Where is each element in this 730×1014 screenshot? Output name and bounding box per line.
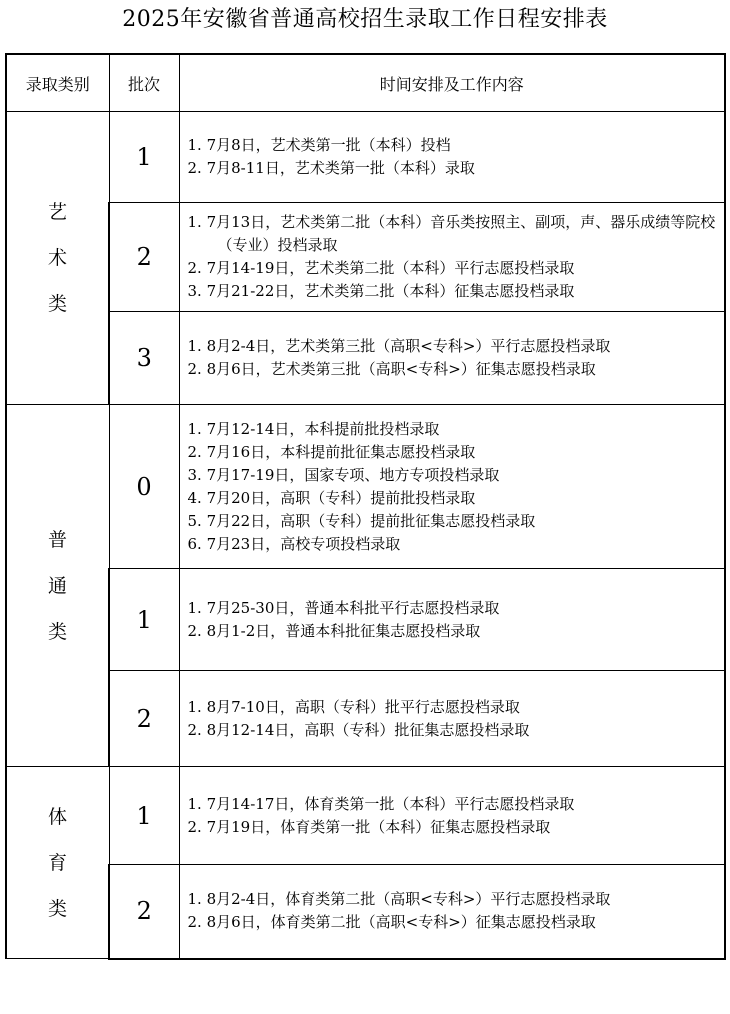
category-char: 术 [47, 247, 67, 269]
category-char: 普 [47, 528, 67, 551]
schedule-item: 2. 8月6日，体育类第二批（高职<专科>）征集志愿投档录取 [187, 913, 596, 932]
batch-number: 1 [109, 112, 179, 203]
schedule-item: 1. 8月7-10日，高职（专科）批平行志愿投档录取 [187, 697, 520, 716]
schedule-content [179, 671, 725, 767]
batch-number: 3 [109, 312, 179, 405]
schedule-content [179, 569, 725, 671]
schedule-item: 3. 7月21-22日，艺术类第二批（本科）征集志愿投档录取 [187, 282, 575, 300]
schedule-item: 2. 8月1-2日，普通本科批征集志愿投档录取 [187, 621, 481, 640]
category-char: 通 [47, 574, 67, 597]
schedule-item: 2. 7月14-19日，艺术类第二批（本科）平行志愿投档录取 [187, 259, 575, 277]
schedule-item: 1. 7月25-30日，普通本科批平行志愿投档录取 [187, 598, 500, 617]
table-row [6, 865, 725, 959]
schedule-item: 3. 7月17-19日，国家专项、地方专项投档录取 [187, 465, 500, 484]
schedule-content [179, 112, 725, 203]
schedule-item: 1. 7月13日，艺术类第二批（本科）音乐类按照主、副项，声、器乐成绩等院校（专业）投档录取 [187, 213, 716, 254]
schedule-item: 5. 7月22日，高职（专科）提前批征集志愿投档录取 [187, 511, 536, 530]
schedule-item: 6. 7月23日，高校专项投档录取 [187, 534, 401, 553]
schedule-table [5, 53, 726, 960]
schedule-item: 2. 7月19日，体育类第一批（本科）征集志愿投档录取 [187, 817, 551, 836]
category-cell-sports [6, 767, 109, 959]
table-row [6, 671, 725, 767]
table-row [6, 112, 725, 203]
table-row [6, 203, 725, 312]
category-char: 体 [47, 805, 67, 828]
category-cell-general [6, 405, 109, 767]
schedule-item: 2. 8月6日，艺术类第三批（高职<专科>）征集志愿投档录取 [187, 360, 596, 378]
batch-number: 2 [109, 671, 179, 767]
header-row [6, 54, 725, 112]
header-category: 录取类别 [6, 54, 109, 112]
schedule-item: 1. 8月2-4日，艺术类第三批（高职<专科>）平行志愿投档录取 [187, 337, 611, 355]
schedule-item: 1. 7月8日，艺术类第一批（本科）投档 [187, 136, 451, 154]
schedule-item: 4. 7月20日，高职（专科）提前批投档录取 [187, 488, 476, 507]
schedule-item: 1. 7月12-14日，本科提前批投档录取 [187, 419, 440, 438]
schedule-item: 2. 7月16日，本科提前批征集志愿投档录取 [187, 442, 476, 461]
batch-number: 1 [109, 767, 179, 865]
schedule-item: 1. 8月2-4日，体育类第二批（高职<专科>）平行志愿投档录取 [187, 890, 611, 909]
header-content: 时间安排及工作内容 [179, 54, 725, 112]
batch-number: 0 [109, 405, 179, 569]
category-char: 类 [47, 897, 67, 920]
category-char: 艺 [47, 201, 67, 223]
category-char: 类 [47, 620, 67, 643]
batch-number: 2 [109, 865, 179, 959]
batch-number: 1 [109, 569, 179, 671]
schedule-content [179, 203, 725, 312]
schedule-item: 1. 7月14-17日，体育类第一批（本科）平行志愿投档录取 [187, 794, 575, 813]
header-batch: 批次 [109, 54, 179, 112]
category-char: 育 [47, 851, 67, 874]
table-row [6, 312, 725, 405]
table-row [6, 405, 725, 569]
page-title: 2025年安徽省普通高校招生录取工作日程安排表 [122, 7, 608, 32]
schedule-content [179, 405, 725, 569]
schedule-content [179, 865, 725, 959]
table-row [6, 767, 725, 865]
category-char: 类 [47, 293, 67, 315]
batch-number: 2 [109, 203, 179, 312]
category-cell-art [6, 112, 109, 405]
schedule-content [179, 767, 725, 865]
schedule-item: 2. 8月12-14日，高职（专科）批征集志愿投档录取 [187, 720, 530, 739]
schedule-content [179, 312, 725, 405]
schedule-item: 2. 7月8-11日，艺术类第一批（本科）录取 [187, 159, 475, 177]
table-row [6, 569, 725, 671]
